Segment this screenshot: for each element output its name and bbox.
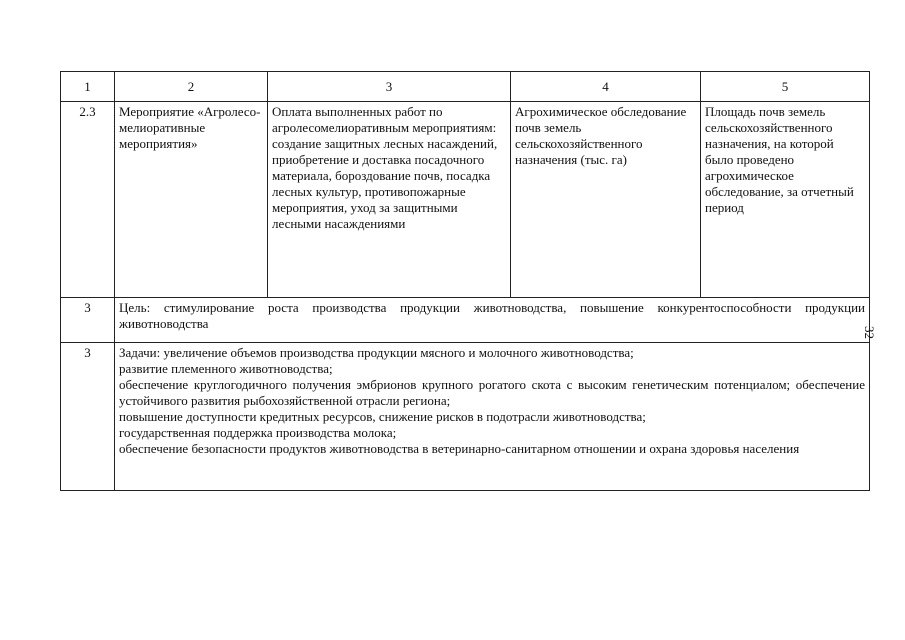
column-number-4: 4 bbox=[511, 72, 701, 102]
goal-row bbox=[61, 298, 870, 343]
task-line: Задачи: увеличение объемов производства продукции мясного и молочного животноводства; bbox=[119, 345, 634, 360]
column-number-2: 2 bbox=[115, 72, 268, 102]
column-number-1: 1 bbox=[61, 72, 115, 102]
page-number: 32 bbox=[862, 326, 877, 339]
tasks-row-number: 3 bbox=[61, 343, 115, 491]
measure-name: Мероприятие «Агролесо-мелиоративные мероприятия» bbox=[115, 102, 268, 298]
task-line: обеспечение безопасности продуктов животноводства в ветеринарно-санитарном отношении и охрана здоровья населения bbox=[119, 441, 800, 456]
tasks-row bbox=[61, 343, 870, 491]
task-line: государственная поддержка производства молока; bbox=[119, 425, 397, 440]
indicator-name: Агрохимическое обследование почв земель сельскохозяйственного назначения (тыс. га) bbox=[511, 102, 701, 298]
measure-row bbox=[61, 102, 870, 298]
indicator-definition: Площадь почв земель сельскохозяйственного назначения, на которой было проведено агрохимическое обследование, за отчетный период bbox=[701, 102, 870, 298]
tasks-cell bbox=[115, 343, 870, 491]
column-number-row bbox=[61, 72, 870, 102]
goal-text: Цель: стимулирование роста производства продукции животноводства, повышение конкурентоспособности продукции животноводства bbox=[115, 298, 870, 343]
column-number-5: 5 bbox=[701, 72, 870, 102]
task-line: обеспечение круглогодичного получения эмбрионов крупного рогатого скота с высоким генетическим потенциалом; обеспечение устойчивого развития рыбохозяйственной отрасли региона; bbox=[119, 377, 865, 408]
column-number-3: 3 bbox=[268, 72, 511, 102]
measures-table bbox=[60, 71, 870, 491]
task-line: развитие племенного животноводства; bbox=[119, 361, 333, 376]
task-line: повышение доступности кредитных ресурсов, снижение рисков в подотрасли животноводства; bbox=[119, 409, 646, 424]
goal-row-number: 3 bbox=[61, 298, 115, 343]
measure-description: Оплата выполненных работ по агролесомелиоративным мероприятиям: создание защитных лесных насаждений, приобретение и доставка посадочного материала, бороздование почв, посадка лесных культур, противопожарные мероприятия, уход за защитными лесными насаждениями bbox=[268, 102, 511, 298]
row-number: 2.3 bbox=[61, 102, 115, 298]
